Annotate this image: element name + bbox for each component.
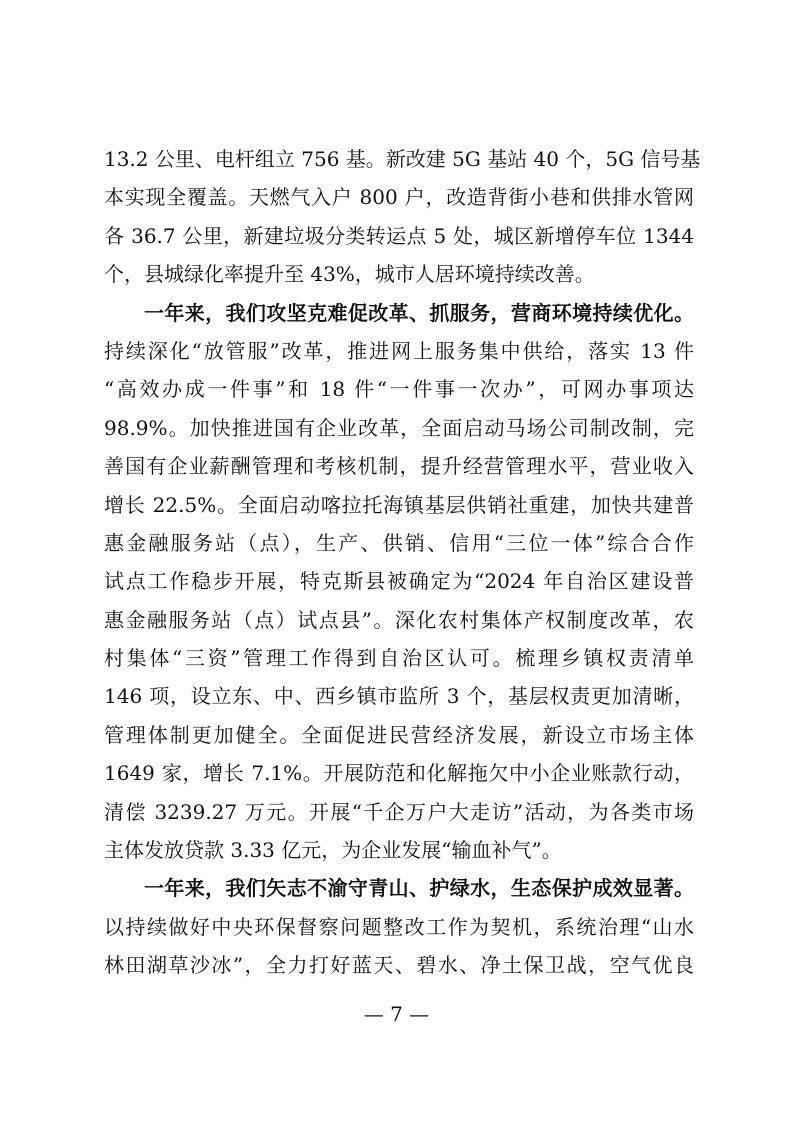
- section-lead-line: 一年来，我们矢志不渝守青山、护绿水，生态保护成效显著。: [144, 876, 694, 901]
- text-line: 13.2 公里、电杆组立 756 基。新改建 5G 基站 40 个，5G 信号基: [104, 147, 701, 171]
- text-line: 持续深化“放管服”改革，推进网上服务集中供给，落实 13 件: [104, 338, 694, 363]
- text-line: 村集体“三资”管理工作得到自治区认可。梳理乡镇权责清单: [104, 646, 694, 671]
- text-line: 清偿 3239.27 万元。开展“千企万户大走访”活动，为各类市场: [104, 799, 694, 824]
- text-line: 各 36.7 公里，新建垃圾分类转运点 5 处，城区新增停车位 1344: [104, 223, 694, 248]
- section-lead-line: 一年来，我们攻坚克难促改革、抓服务，营商环境持续优化。: [144, 300, 694, 325]
- text-line: 98.9%。加快推进国有企业改革，全面启动马场公司制改制，完: [104, 415, 694, 440]
- text-line: 个，县城绿化率提升至 43%，城市人居环境持续改善。: [104, 262, 595, 287]
- text-line: 善国有企业薪酬管理和考核机制，提升经营管理水平，营业收入: [104, 454, 694, 479]
- text-line: 增长 22.5%。全面启动喀拉托海镇基层供销社重建，加快共建普: [104, 492, 694, 517]
- text-line: 管理体制更加健全。全面促进民营经济发展，新设立市场主体: [104, 722, 694, 747]
- text-line: 惠金融服务站（点），生产、供销、信用“三位一体”综合合作: [104, 530, 694, 555]
- text-line: 146 项，设立东、中、西乡镇市监所 3 个，基层权责更加清晰，: [104, 684, 694, 709]
- text-line: 林田湖草沙冰”，全力打好蓝天、碧水、净土保卫战，空气优良: [104, 953, 694, 978]
- text-line: 以持续做好中央环保督察问题整改工作为契机，系统治理“山水: [104, 914, 694, 939]
- text-line: 本实现全覆盖。天燃气入户 800 户，改造背街小巷和供排水管网: [104, 185, 694, 210]
- text-line: 主体发放贷款 3.33 亿元，为企业发展“输血补气”。: [104, 838, 562, 863]
- body-text: [104, 140, 701, 985]
- text-line: 1649 家，增长 7.1%。开展防范和化解拖欠中小企业账款行动，: [104, 761, 694, 786]
- text-line: “高效办成一件事”和 18 件“一件事一次办”，可网办事项达: [104, 377, 694, 402]
- text-line: 试点工作稳步开展，特克斯县被确定为“2024 年自治区建设普: [104, 569, 694, 594]
- text-line: 惠金融服务站（点）试点县”。深化农村集体产权制度改革，农: [104, 607, 694, 632]
- page-number: — 7 —: [363, 1002, 430, 1026]
